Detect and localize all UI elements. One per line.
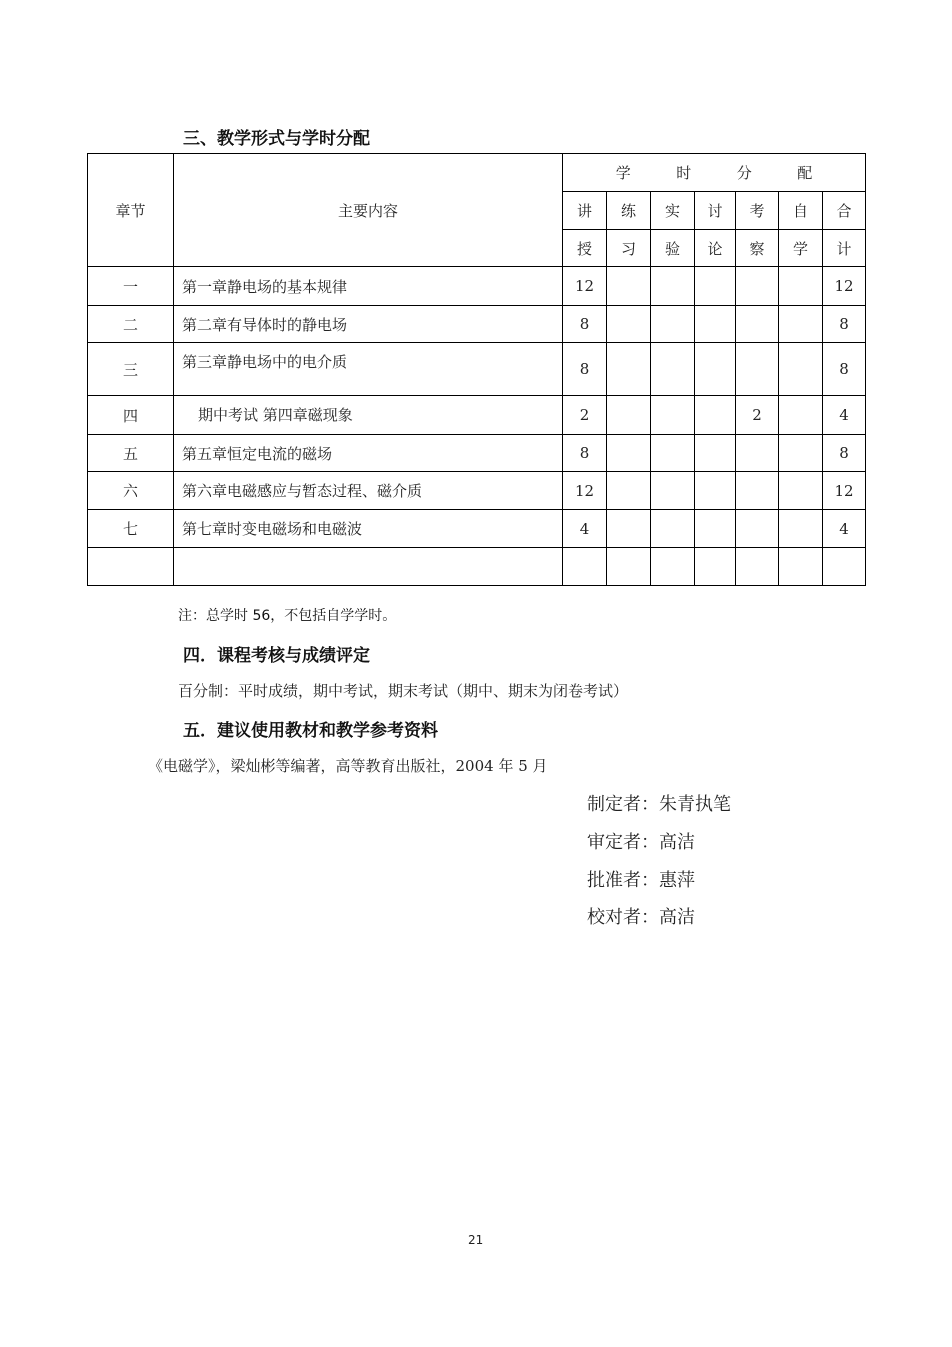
subheader-char: 计 bbox=[823, 230, 866, 267]
cell-total: 8 bbox=[823, 435, 866, 472]
cell-exam bbox=[736, 306, 779, 343]
cell-exam bbox=[736, 548, 779, 586]
cell-lab bbox=[651, 396, 695, 435]
cell-lab bbox=[651, 510, 695, 548]
cell-exam: 2 bbox=[736, 396, 779, 435]
cell-lab bbox=[651, 435, 695, 472]
subheader-char: 讨 bbox=[695, 192, 736, 230]
header-hours-allocation bbox=[563, 154, 866, 192]
cell-total: 4 bbox=[823, 396, 866, 435]
cell-practice bbox=[607, 396, 651, 435]
subheader-char: 合 bbox=[823, 192, 866, 230]
cell-exam bbox=[736, 343, 779, 396]
cell-chapter: 五 bbox=[88, 435, 174, 472]
cell-practice bbox=[607, 267, 651, 306]
cell-self bbox=[779, 472, 823, 510]
cell-exam bbox=[736, 267, 779, 306]
header-hours-char: 时 bbox=[676, 164, 692, 182]
subheader-char: 习 bbox=[607, 230, 651, 267]
table-row bbox=[88, 435, 866, 472]
subheader-char: 自 bbox=[779, 192, 823, 230]
cell-total: 4 bbox=[823, 510, 866, 548]
header-hours-char: 配 bbox=[797, 164, 813, 182]
subheader-char: 论 bbox=[695, 230, 736, 267]
table-row bbox=[88, 267, 866, 306]
cell-content: 第五章恒定电流的磁场 bbox=[174, 435, 563, 472]
cell-lab bbox=[651, 267, 695, 306]
section5-title: 五．建议使用教材和教学参考资料 bbox=[183, 721, 438, 741]
cell-discussion bbox=[695, 472, 736, 510]
cell-exam bbox=[736, 472, 779, 510]
cell-practice bbox=[607, 510, 651, 548]
table-row bbox=[88, 306, 866, 343]
cell-discussion bbox=[695, 548, 736, 586]
cell-practice bbox=[607, 435, 651, 472]
cell-total: 12 bbox=[823, 267, 866, 306]
cell-total: 8 bbox=[823, 306, 866, 343]
section4-title: 四．课程考核与成绩评定 bbox=[183, 646, 370, 666]
cell-discussion bbox=[695, 396, 736, 435]
cell-practice bbox=[607, 343, 651, 396]
cell-exam bbox=[736, 435, 779, 472]
table-row bbox=[88, 548, 866, 586]
subheader-char: 讲 bbox=[563, 192, 607, 230]
cell-lecture: 12 bbox=[563, 267, 607, 306]
subheader-char: 练 bbox=[607, 192, 651, 230]
cell-self bbox=[779, 306, 823, 343]
subheader-char: 授 bbox=[563, 230, 607, 267]
cell-chapter: 四 bbox=[88, 396, 174, 435]
cell-chapter: 三 bbox=[88, 343, 174, 396]
cell-exam bbox=[736, 510, 779, 548]
cell-practice bbox=[607, 472, 651, 510]
cell-chapter: 二 bbox=[88, 306, 174, 343]
cell-chapter bbox=[88, 548, 174, 586]
header-content: 主要内容 bbox=[174, 154, 563, 267]
table-row bbox=[88, 510, 866, 548]
cell-discussion bbox=[695, 306, 736, 343]
cell-practice bbox=[607, 306, 651, 343]
cell-chapter: 六 bbox=[88, 472, 174, 510]
subheader-char: 学 bbox=[779, 230, 823, 267]
textbook-reference: 《电磁学》，梁灿彬等编著，高等教育出版社，2004 年 5 月 bbox=[148, 757, 548, 775]
cell-lecture: 8 bbox=[563, 343, 607, 396]
cell-lecture: 2 bbox=[563, 396, 607, 435]
subheader-char: 实 bbox=[651, 192, 695, 230]
cell-lab bbox=[651, 306, 695, 343]
cell-content bbox=[174, 548, 563, 586]
cell-discussion bbox=[695, 343, 736, 396]
cell-chapter: 一 bbox=[88, 267, 174, 306]
cell-discussion bbox=[695, 435, 736, 472]
cell-discussion bbox=[695, 510, 736, 548]
cell-total: 12 bbox=[823, 472, 866, 510]
cell-chapter: 七 bbox=[88, 510, 174, 548]
cell-content: 第一章静电场的基本规律 bbox=[174, 267, 563, 306]
cell-lecture: 4 bbox=[563, 510, 607, 548]
subheader-char: 验 bbox=[651, 230, 695, 267]
cell-lecture: 12 bbox=[563, 472, 607, 510]
cell-self bbox=[779, 267, 823, 306]
cell-content: 第六章电磁感应与暂态过程、磁介质 bbox=[174, 472, 563, 510]
header-hours-char: 分 bbox=[736, 164, 752, 182]
table-row bbox=[88, 396, 866, 435]
cell-lecture: 8 bbox=[563, 306, 607, 343]
cell-self bbox=[779, 396, 823, 435]
cell-total bbox=[823, 548, 866, 586]
cell-content: 第七章时变电磁场和电磁波 bbox=[174, 510, 563, 548]
page-number: 21 bbox=[468, 1233, 484, 1247]
cell-self bbox=[779, 510, 823, 548]
reviewer-line: 审定者：高洁 bbox=[587, 832, 695, 853]
assessment-text: 百分制：平时成绩，期中考试，期末考试（期中、期末为闭卷考试） bbox=[178, 682, 629, 700]
hours-allocation-table bbox=[87, 153, 866, 586]
section3-title: 三、教学形式与学时分配 bbox=[183, 129, 370, 149]
subheader-char: 考 bbox=[736, 192, 779, 230]
cell-self bbox=[779, 548, 823, 586]
cell-lecture bbox=[563, 548, 607, 586]
proofreader-line: 校对者：高洁 bbox=[587, 907, 695, 928]
total-hours-note: 注：总学时 56，不包括自学学时。 bbox=[178, 608, 397, 624]
approver-line: 批准者：惠萍 bbox=[587, 870, 695, 891]
cell-lab bbox=[651, 343, 695, 396]
table-row bbox=[88, 343, 866, 396]
cell-content: 期中考试 第四章磁现象 bbox=[174, 396, 563, 435]
cell-discussion bbox=[695, 267, 736, 306]
table-row bbox=[88, 472, 866, 510]
cell-lecture: 8 bbox=[563, 435, 607, 472]
cell-self bbox=[779, 343, 823, 396]
header-chapter: 章节 bbox=[88, 154, 174, 267]
cell-lab bbox=[651, 548, 695, 586]
subheader-char: 察 bbox=[736, 230, 779, 267]
cell-content: 第三章静电场中的电介质 bbox=[174, 343, 563, 396]
cell-practice bbox=[607, 548, 651, 586]
cell-lab bbox=[651, 472, 695, 510]
header-hours-char: 学 bbox=[615, 164, 631, 182]
cell-total: 8 bbox=[823, 343, 866, 396]
cell-self bbox=[779, 435, 823, 472]
author-line: 制定者：朱青执笔 bbox=[587, 794, 731, 815]
cell-content: 第二章有导体时的静电场 bbox=[174, 306, 563, 343]
